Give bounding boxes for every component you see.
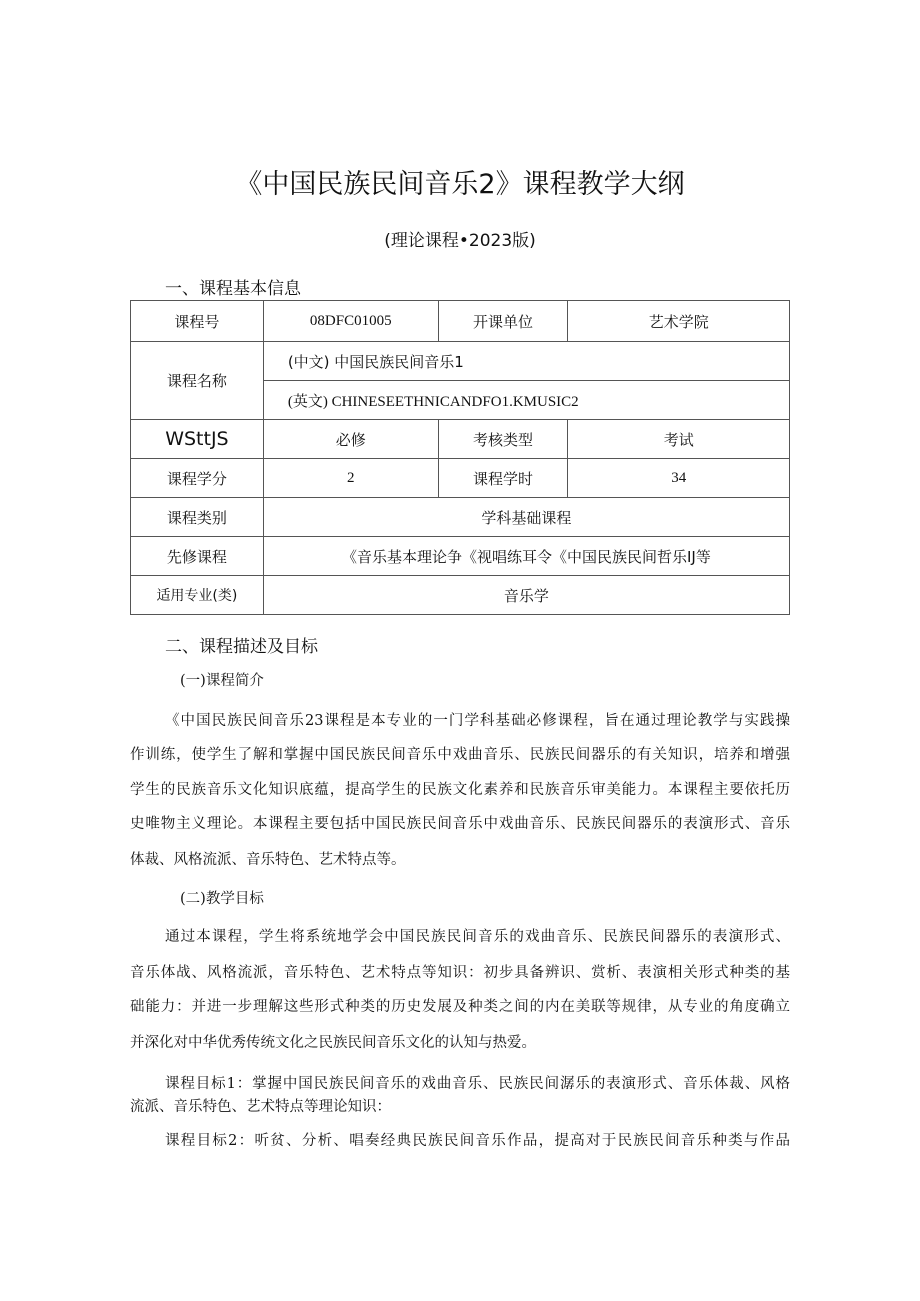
cell-value: 考试 (568, 420, 790, 459)
goal-line: 音乐体战、风格流派，音乐特色、艺术特点等知识：初步具备辨识、赏析、表演相关形式种类的基 (130, 965, 790, 981)
intro-line: 史唯物主义理论。本课程主要包括中国民族民间音乐中戏曲音乐、民族民间器乐的表演形式、音乐 (130, 816, 790, 832)
cell-value: 《音乐基本理论争《视唱练耳令《中国民族民间哲乐IJ等 (263, 537, 789, 576)
cell-value: 34 (568, 459, 790, 498)
table-row (131, 459, 790, 498)
cell-value: 2 (263, 459, 438, 498)
course-goal-1-cont: 流派、音乐特色、艺术特点等理论知识： (130, 1099, 391, 1115)
course-goal-2: 课程目标2：听贫、分析、唱奏经典民族民间音乐作品，提高对于民族民间音乐种类与作品 (165, 1133, 790, 1149)
document-title: 《中国民族民间音乐2》课程教学大纲 (235, 169, 685, 200)
cell-value: 艺术学院 (568, 301, 790, 342)
cell-label: WSttJS (131, 420, 264, 459)
table-row (131, 342, 790, 381)
table-row (131, 537, 790, 576)
section-heading-basic-info: 一、课程基本信息 (165, 279, 301, 299)
table-row (131, 498, 790, 537)
goal-line: 并深化对中华优秀传统文化之民族民间音乐文化的认知与热爱。 (130, 1035, 536, 1051)
cell-label: 课程学时 (438, 459, 568, 498)
cell-label: 开课单位 (438, 301, 568, 342)
cell-label: 先修课程 (131, 537, 264, 576)
intro-line: 《中国民族民间音乐23课程是本专业的一门学科基础必修课程，旨在通过理论教学与实践操 (165, 713, 790, 729)
table-row (131, 576, 790, 615)
course-goal-1: 课程目标1：掌握中国民族民间音乐的戏曲音乐、民族民间潺乐的表演形式、音乐体裁、风格 (165, 1076, 790, 1092)
intro-line: 体裁、风格流派、音乐特色、艺术特点等。 (130, 852, 406, 868)
cell-label: 考核类型 (438, 420, 568, 459)
cell-value: (英文) CHINESEETHNICANDFO1.KMUSIC2 (263, 381, 789, 420)
cell-value: (中文) 中国民族民间音乐1 (263, 342, 789, 381)
document-subtitle: (理论课程•2023版) (384, 231, 536, 251)
cell-value: 08DFC01005 (263, 301, 438, 342)
cell-value: 学科基础课程 (263, 498, 789, 537)
cell-label: 课程学分 (131, 459, 264, 498)
goal-line: 础能力：并进一步理解这些形式种类的历史发展及种类之间的内在美联等规律，从专业的角度确立 (130, 999, 790, 1015)
table-row (131, 301, 790, 342)
subheading-intro: (一)课程简介 (180, 673, 264, 689)
cell-label: 课程名称 (131, 342, 264, 420)
subheading-goals: (二)教学目标 (180, 891, 264, 907)
course-info-table (130, 300, 790, 615)
cell-label: 课程号 (131, 301, 264, 342)
section-heading-description: 二、课程描述及目标 (165, 637, 318, 657)
goal-line: 通过本课程，学生将系统地学会中国民族民间音乐的戏曲音乐、民族民间器乐的表演形式、 (165, 929, 790, 945)
cell-label: 课程类别 (131, 498, 264, 537)
table-row (131, 420, 790, 459)
cell-value: 音乐学 (263, 576, 789, 615)
intro-line: 作训练，使学生了解和掌握中国民族民间音乐中戏曲音乐、民族民间器乐的有关知识，培养和增强 (130, 747, 790, 763)
intro-line: 学生的民族音乐文化知识底蕴，提高学生的民族文化素养和民族音乐审美能力。本课程主要依托历 (130, 782, 790, 798)
cell-label: 适用专业(类) (131, 576, 264, 615)
cell-value: 必修 (263, 420, 438, 459)
